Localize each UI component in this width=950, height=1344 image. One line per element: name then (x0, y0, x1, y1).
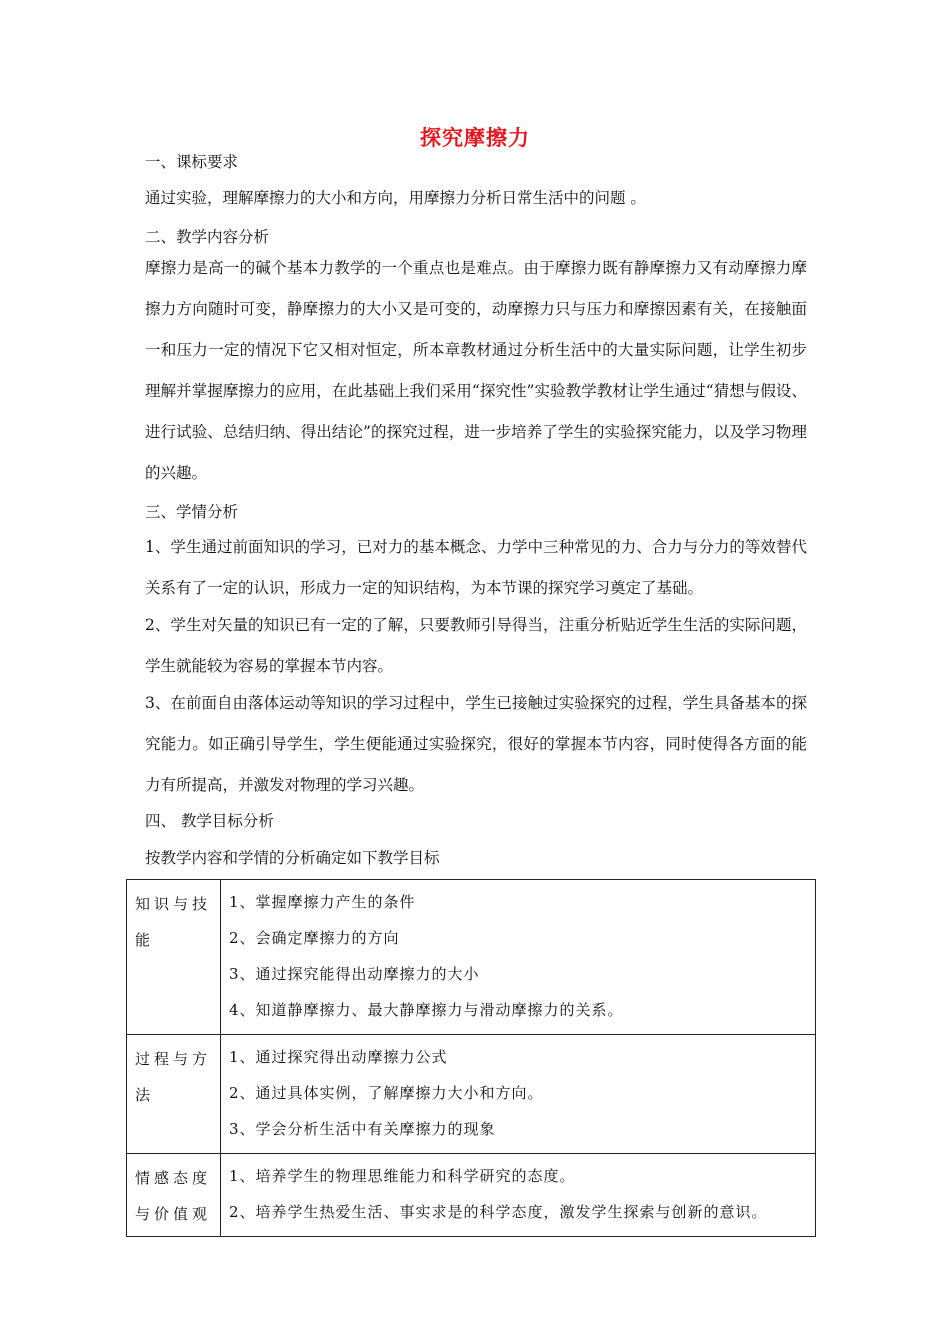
section-1-text: 通过实验，理解摩擦力的大小和方向，用摩擦力分析日常生活中的问题 。 (145, 189, 646, 207)
goal-category: 情感态度与价值观 (127, 1154, 221, 1237)
goal-item: 2、培养学生热爱生活、事实求是的科学态度，激发学生探索与创新的意识。 (229, 1203, 768, 1221)
goal-items (221, 1035, 816, 1154)
table-row (127, 1154, 816, 1237)
section-3-paragraph-2: 2、学生对矢量的知识已有一定的了解，只要教师引导得当，注重分析贴近学生生活的实际问题，学生就能较为容易的掌握本节内容。 (145, 616, 807, 675)
section-1-heading: 一、课标要求 (145, 153, 239, 171)
section-2-text: 摩擦力是高一的碱个基本力教学的一个重点也是难点。由于摩擦力既有静摩擦力又有动摩擦力摩擦力方向随时可变，静摩擦力的大小又是可变的，动摩擦力只与压力和摩擦因素有关，在接触面一和压力一定的情况下它又相对恒定，所本章教材通过分析生活中的大量实际问题，让学生初步理解并掌握摩擦力的应用，在此基础上我们采用“探究性”实验教学教材让学生通过“猜想与假设、进行试验、总结归纳、得出结论”的探究过程，进一步培养了学生的实验探究能力，以及学习物理的兴趣。 (145, 259, 807, 482)
goal-item: 2、会确定摩擦力的方向 (229, 929, 400, 947)
goal-category: 过程与方法 (127, 1035, 221, 1154)
goal-items (221, 1154, 816, 1237)
table-row (127, 1035, 816, 1154)
goal-items (221, 880, 816, 1035)
table-row (127, 880, 816, 1035)
section-3-heading: 三、学情分析 (145, 503, 239, 521)
section-3-paragraph-3: 3、在前面自由落体运动等知识的学习过程中，学生已接触过实验探究的过程，学生具备基本的探究能力。如正确引导学生，学生便能通过实验探究，很好的掌握本节内容，同时使得各方面的能力有所提高，并激发对物理的学习兴趣。 (145, 694, 807, 794)
goal-item: 4、知道静摩擦力、最大静摩擦力与滑动摩擦力的关系。 (229, 1001, 624, 1019)
goal-item: 1、掌握摩擦力产生的条件 (229, 893, 416, 911)
goal-item: 2、通过具体实例，了解摩擦力大小和方向。 (229, 1084, 544, 1102)
goal-item: 3、学会分析生活中有关摩擦力的现象 (229, 1120, 496, 1138)
goal-item: 3、通过探究能得出动摩擦力的大小 (229, 965, 480, 983)
section-4-heading: 四、 教学目标分析 (145, 812, 274, 830)
section-2-heading: 二、教学内容分析 (145, 228, 270, 246)
page-title: 探究摩擦力 (420, 126, 530, 150)
section-4-intro: 按教学内容和学情的分析确定如下教学目标 (145, 849, 440, 867)
section-3-paragraph-1: 1、学生通过前面知识的学习，已对力的基本概念、力学中三种常见的力、合力与分力的等效替代关系有了一定的认识，形成力一定的知识结构，为本节课的探究学习奠定了基础。 (145, 538, 807, 597)
goal-category: 知识与技能 (127, 880, 221, 1035)
teaching-goals-table (126, 879, 816, 1237)
goal-item: 1、培养学生的物理思维能力和科学研究的态度。 (229, 1167, 576, 1185)
goal-item: 1、通过探究得出动摩擦力公式 (229, 1048, 448, 1066)
